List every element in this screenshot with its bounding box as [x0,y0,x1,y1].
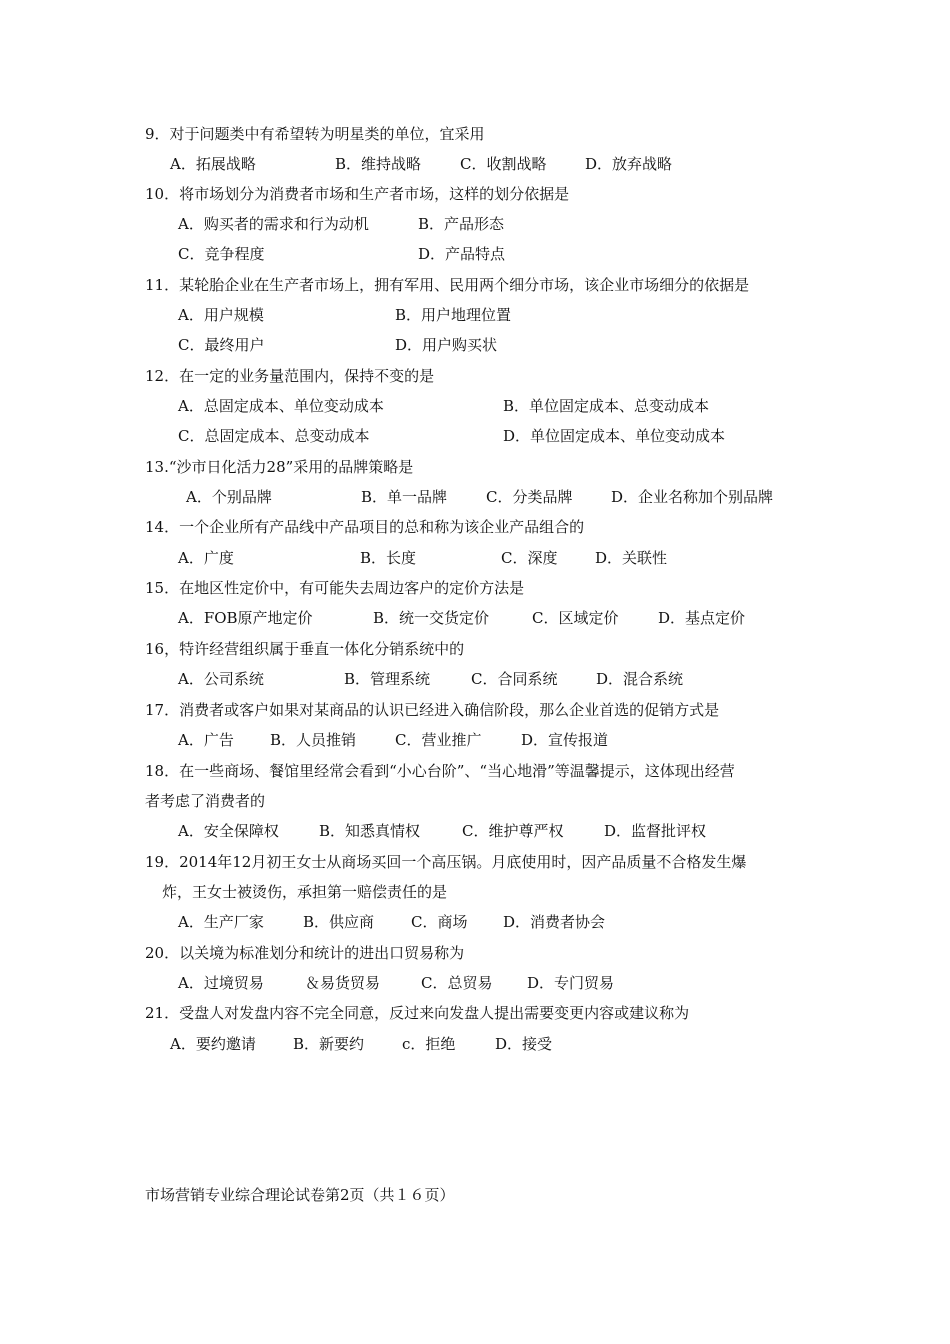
option: D．放弃战略 [585,155,673,173]
question-16-stem: 16，特许经营组织属于垂直一体化分销系统中的 [145,640,465,658]
question-21-options [170,1034,553,1154]
question-20-stem: 20．以关境为标准划分和统计的进出口贸易称为 [145,944,465,962]
question-15-stem: 15．在地区性定价中，有可能失去周边客户的定价方法是 [145,579,525,597]
option: D．用户购买状 [395,336,498,354]
option: A．过境贸易 [178,974,264,992]
option: B．人员推销 [270,731,357,749]
option: D．消费者协会 [503,913,606,931]
option: D．宣传报道 [521,731,609,749]
option: C．最终用户 [178,336,265,354]
option: B．维持战略 [335,155,422,173]
option: A．广度 [178,549,234,567]
option: D．监督批评权 [604,822,707,840]
option: A．购买者的需求和行为动机 [178,215,369,233]
option: C．深度 [501,549,558,567]
option: B．单一品牌 [361,488,448,506]
option: D．接受 [495,1035,553,1053]
option: B．新要约 [293,1035,365,1053]
option: C．总固定成本、总变动成本 [178,427,370,445]
option: D．单位固定成本、单位变动成本 [503,427,726,445]
option: A．拓展战略 [170,155,256,173]
question-17-stem: 17．消费者或客户如果对某商品的认识已经进入确信阶段，那么企业首选的促销方式是 [145,701,720,719]
option: C．营业推广 [395,731,482,749]
option: C．合同系统 [471,670,558,688]
option: A．个别品牌 [186,488,272,506]
option: B．用户地理位置 [395,306,512,324]
option: C．区域定价 [532,609,619,627]
option: B．知悉真情权 [319,822,421,840]
option: D．专门贸易 [527,974,615,992]
option: B．长度 [360,549,417,567]
option: D．企业名称加个别品牌 [611,488,774,506]
option: A．安全保障权 [178,822,279,840]
question-13-stem: 13.“沙市日化活力28”采用的品牌策略是 [145,458,414,476]
page-footer: 市场营销专业综合理论试卷第2页（共１６页） [145,1186,455,1204]
option: C．总贸易 [421,974,493,992]
option: A．广告 [178,731,234,749]
option: D．关联性 [595,549,668,567]
option: C．收割战略 [460,155,547,173]
option: c．拒绝 [402,1035,456,1053]
question-18-stem: 18．在一些商场、餐馆里经常会看到“小心台阶”、“当心地滑”等温馨提示，这体现出经营 [145,762,735,780]
question-14-stem: 14．一个企业所有产品线中产品项目的总和称为该企业产品组合的 [145,518,585,536]
option: A．总固定成本、单位变动成本 [178,397,384,415]
option: B．单位固定成本、总变动成本 [503,397,710,415]
question-10-stem: 10．将市场划分为消费者市场和生产者市场，这样的划分依据是 [145,185,570,203]
option: C．商场 [411,913,468,931]
option: A．要约邀请 [170,1035,256,1053]
option: C．竞争程度 [178,245,265,263]
option: B．统一交货定价 [373,609,490,627]
option: D．产品特点 [418,245,506,263]
option: A．生产厂家 [178,913,264,931]
option: C．分类品牌 [486,488,573,506]
question-12-stem: 12．在一定的业务量范围内，保持不变的是 [145,367,435,385]
question-9-stem: 9．对于问题类中有希望转为明星类的单位，宜采用 [145,125,485,143]
option: B．供应商 [303,913,375,931]
question-18-stem-continued: 者考虑了消费者的 [145,792,266,810]
option: A．FOB原产地定价 [178,609,313,627]
option: A．用户规模 [178,306,264,324]
option: D．混合系统 [596,670,684,688]
option: B．管理系统 [344,670,431,688]
question-19-stem-continued: 炸，王女士被烫伤，承担第一赔偿责任的是 [162,883,448,901]
option: A．公司系统 [178,670,264,688]
question-21-stem: 21．受盘人对发盘内容不完全同意，反过来向发盘人提出需要变更内容或建议称为 [145,1004,690,1022]
option: B．产品形态 [418,215,505,233]
option: C．维护尊严权 [462,822,564,840]
question-19-stem: 19．2014年12月初王女士从商场买回一个高压锅。月底使用时，因产品质量不合格发生爆 [145,853,747,871]
question-11-stem: 11．某轮胎企业在生产者市场上，拥有军用、民用两个细分市场，该企业市场细分的依据是 [145,276,750,294]
option: D．基点定价 [658,609,746,627]
option: ＆易货贸易 [305,974,381,992]
